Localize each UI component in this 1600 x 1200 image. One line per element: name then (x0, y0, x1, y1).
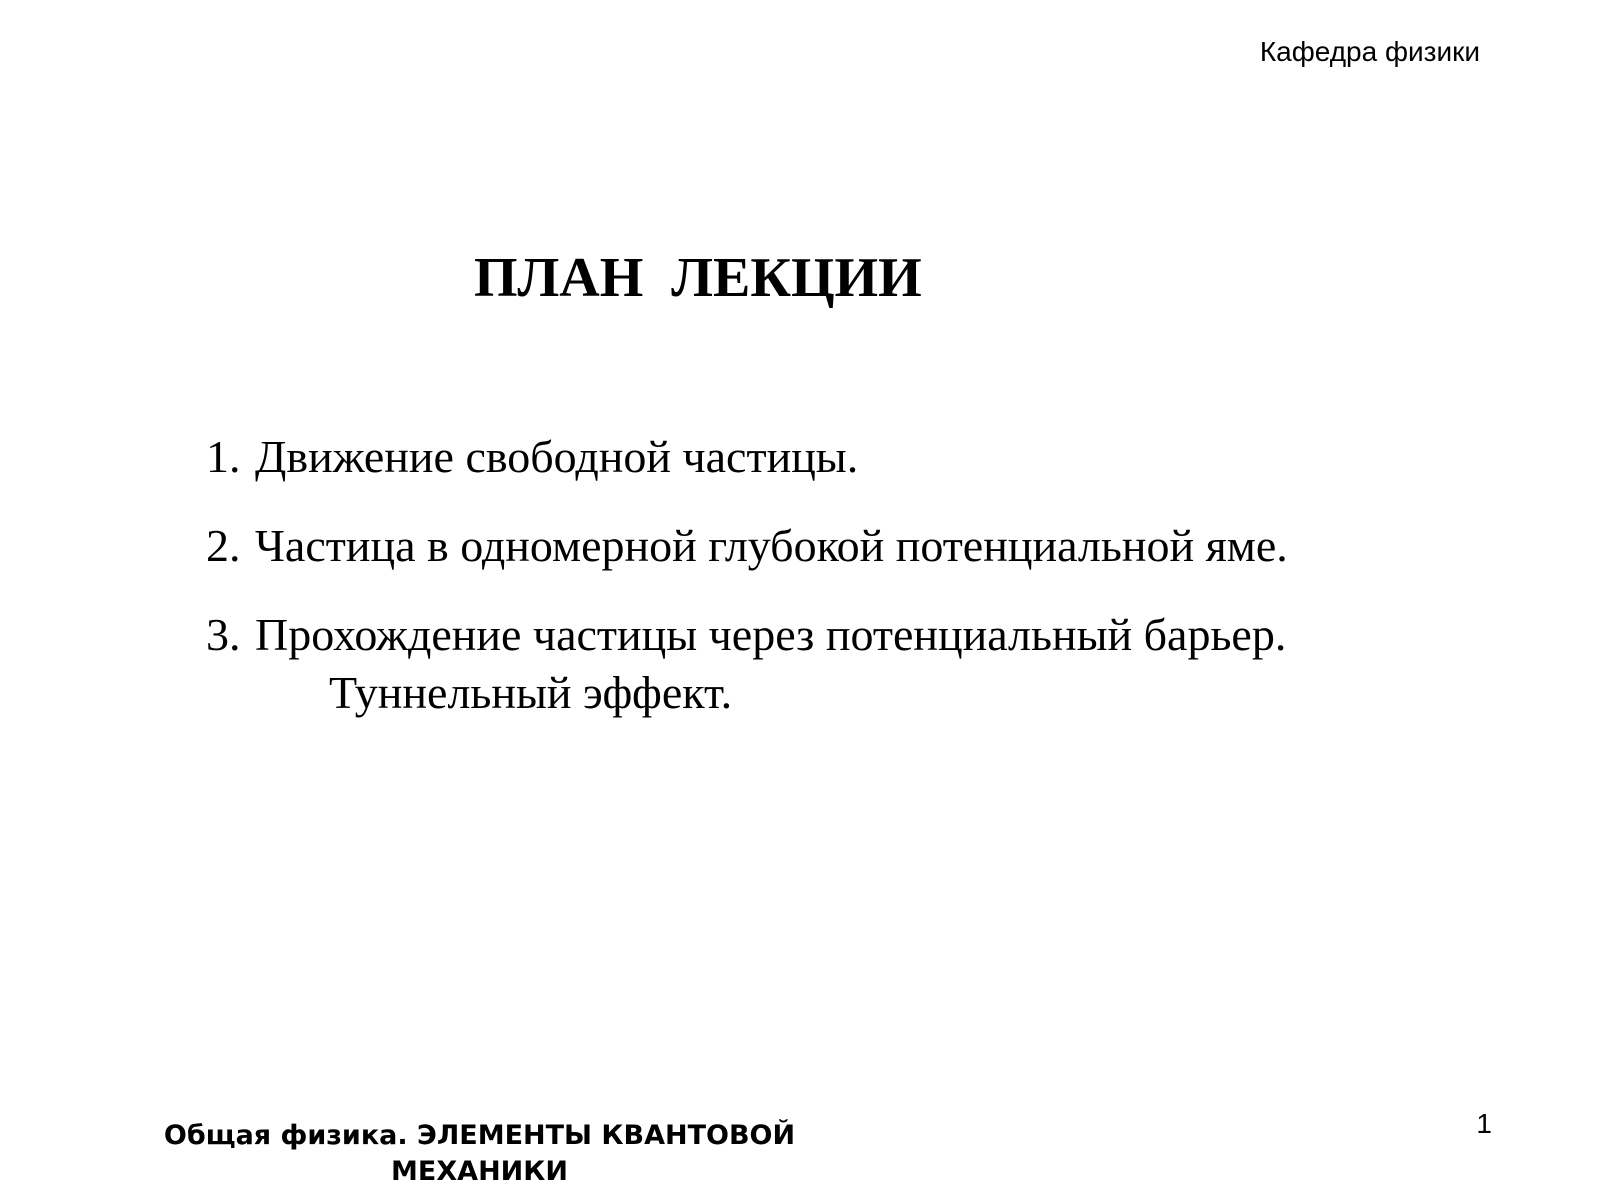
plan-item-1 (206, 428, 1506, 486)
course-title-line-1: Общая физика. ЭЛЕМЕНТЫ КВАНТОВОЙ (163, 1120, 796, 1151)
plan-item-3 (206, 606, 1506, 722)
plan-item-number: 3. (206, 609, 241, 660)
plan-item-2 (206, 517, 1506, 575)
course-footer (152, 1118, 807, 1190)
page-number: 1 (1476, 1108, 1492, 1139)
plan-item-text: Прохождение частицы через потенциальный барьер. (255, 609, 1287, 660)
plan-item-number: 2. (206, 520, 241, 571)
plan-item-text: Движение свободной частицы. (255, 431, 859, 482)
lecture-plan-list (206, 428, 1506, 753)
plan-item-continuation: Туннельный эффект. (329, 667, 733, 718)
department-header: Кафедра физики (1259, 36, 1480, 67)
course-title-line-2: МЕХАНИКИ (391, 1156, 568, 1187)
slide-title: ПЛАН ЛЕКЦИИ (474, 247, 922, 309)
plan-item-text: Частица в одномерной глубокой потенциальной яме. (255, 520, 1288, 571)
plan-item-number: 1. (206, 431, 241, 482)
